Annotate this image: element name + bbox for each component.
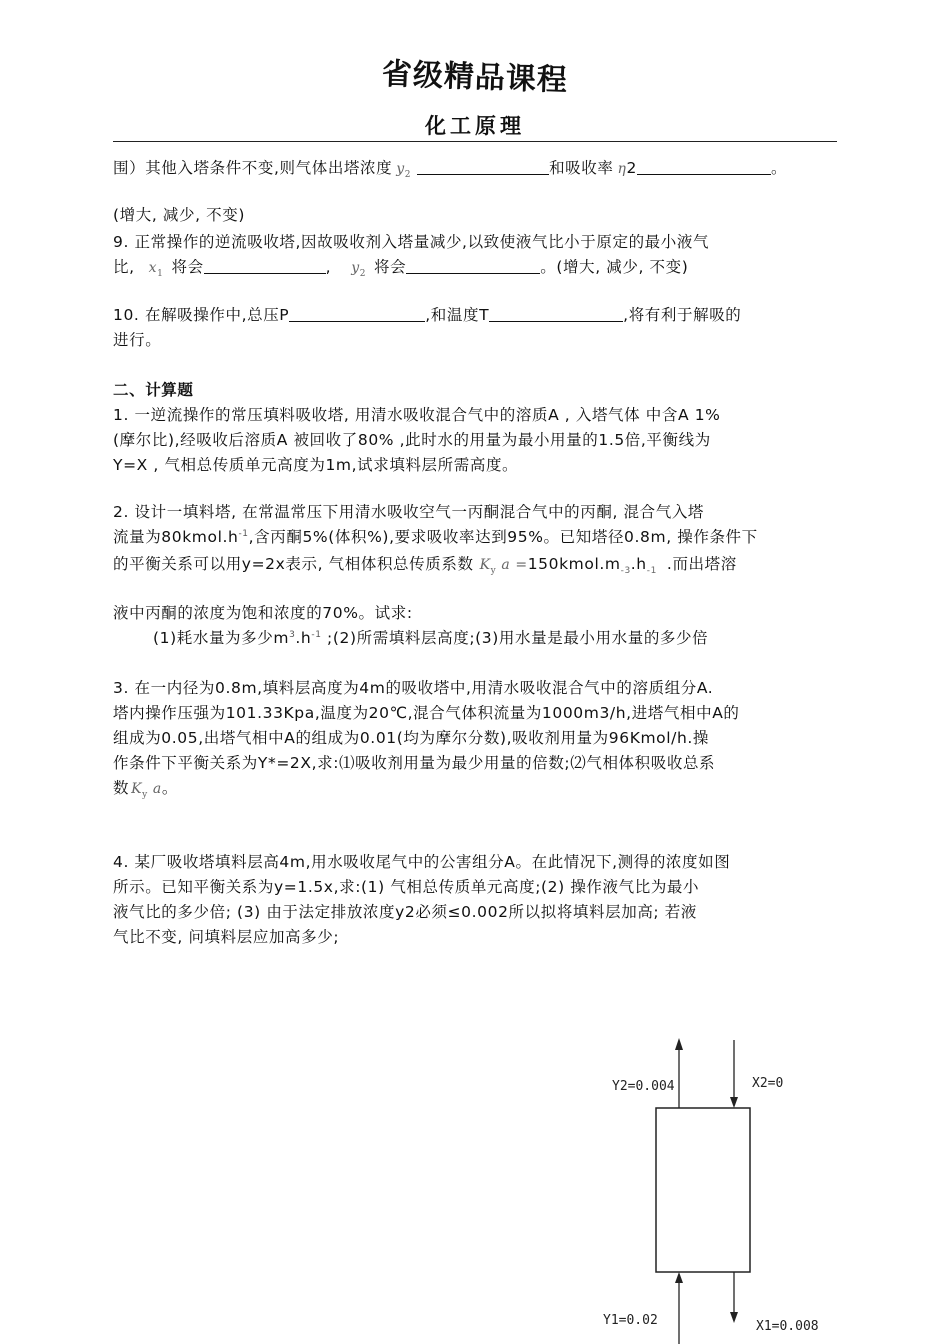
p3-line-4: 作条件下平衡关系为Y*=2X,求:⑴吸收剂用量为最少用量的倍数;⑵气相体积吸收总系 — [113, 754, 716, 772]
p3-line-3: 组成为0.05,出塔气相中A的组成为0.01(均为摩尔分数),吸收剂用量为96Kmol/h.操 — [113, 729, 710, 747]
gas-outlet-arrow-icon — [675, 1038, 683, 1050]
p3-line-1: 3. 在一内径为0.8m,填料层高度为4m的吸收塔中,用清水吸收混合气中的溶质组分A. — [113, 679, 714, 697]
label-y1: Y1=0.02 — [603, 1313, 658, 1328]
p2-line-5: (1)耗水量为多少$m^3.h^{-1}$ ;(2)所需填料层高度;(3)用水量是最小用水量的多少倍 — [153, 629, 709, 647]
q9-line-2: 比, $x_1$ 将会 , $y_2$ 将会 。(增大, 减少, 不变) — [113, 258, 689, 279]
p4-line-4: 气比不变, 问填料层应加高多少; — [113, 928, 340, 946]
label-y2: Y2=0.004 — [612, 1079, 675, 1094]
q8-options: (增大, 减少, 不变) — [113, 206, 246, 224]
label-x1: X1=0.008 — [756, 1319, 819, 1334]
liquid-outlet-arrow-icon — [730, 1312, 738, 1323]
p3-line-5: 数 $K_y$ a。 — [113, 779, 178, 800]
label-x2: X2=0 — [752, 1076, 784, 1091]
q10-line-1: 10. 在解吸操作中,总压P ,和温度T ,将有利于解吸的 — [113, 306, 742, 324]
liquid-inlet-arrow-icon — [730, 1097, 738, 1108]
page-header-title: 省级精品课程 — [381, 56, 569, 99]
p4-line-3: 液气比的多少倍; (3) 由于法定排放浓度y2必须≤0.002所以拟将填料层加高; 若液 — [113, 903, 697, 921]
p1-line-3: Y=X , 气相总传质单元高度为1m,试求填料层所需高度。 — [113, 456, 519, 474]
p1-line-1: 1. 一逆流操作的常压填料吸收塔, 用清水吸收混合气中的溶质A , 入塔气体 中含A 1% — [113, 406, 721, 424]
q10-line-2: 进行。 — [113, 331, 162, 349]
q8-line: 围）其他入塔条件不变,则气体出塔浓度 $y_2$ 和吸收率 η2 。 — [113, 159, 788, 180]
tower-body — [656, 1108, 750, 1272]
p1-line-2: (摩尔比),经吸收后溶质A 被回收了80% ,此时水的用量为最小用量的1.5倍,平衡线为 — [113, 431, 711, 449]
p2-line-4: 液中丙酮的浓度为饱和浓度的70%。试求: — [113, 604, 413, 622]
p2-line-2: 流量为$80kmol.h^{-1}$,含丙酮5%(体积%),要求吸收率达到95%。已知塔径0.8m, 操作条件下 — [113, 528, 758, 546]
p4-line-1: 4. 某厂吸收塔填料层高4m,用水吸收尾气中的公害组分A。在此情况下,测得的浓度如图 — [113, 853, 731, 871]
q9-line-1: 9. 正常操作的逆流吸收塔,因故吸收剂入塔量减少,以致使液气比小于原定的最小液气 — [113, 233, 710, 251]
p3-line-2: 塔内操作压强为101.33Kpa,温度为20℃,混合气体积流量为1000m3/h,进塔气相中A的 — [113, 704, 740, 722]
p2-line-1: 2. 设计一填料塔, 在常温常压下用清水吸收空气一丙酮混合气中的丙酮, 混合气入塔 — [113, 503, 705, 521]
p4-line-2: 所示。已知平衡关系为y=1.5x,求:(1) 气相总传质单元高度;(2) 操作液气比为最小 — [113, 878, 700, 896]
page-header-subtitle: 化工原理 — [425, 114, 525, 138]
p2-line-3: 的平衡关系可以用y=2x表示, 气相体积总传质系数 $K_y$ $a =150kmol.m_{-3}.h_{-1}$ .而出塔溶 — [113, 555, 737, 576]
gas-inlet-arrow-icon — [675, 1272, 683, 1283]
section-heading: 二、计算题 — [113, 381, 194, 399]
